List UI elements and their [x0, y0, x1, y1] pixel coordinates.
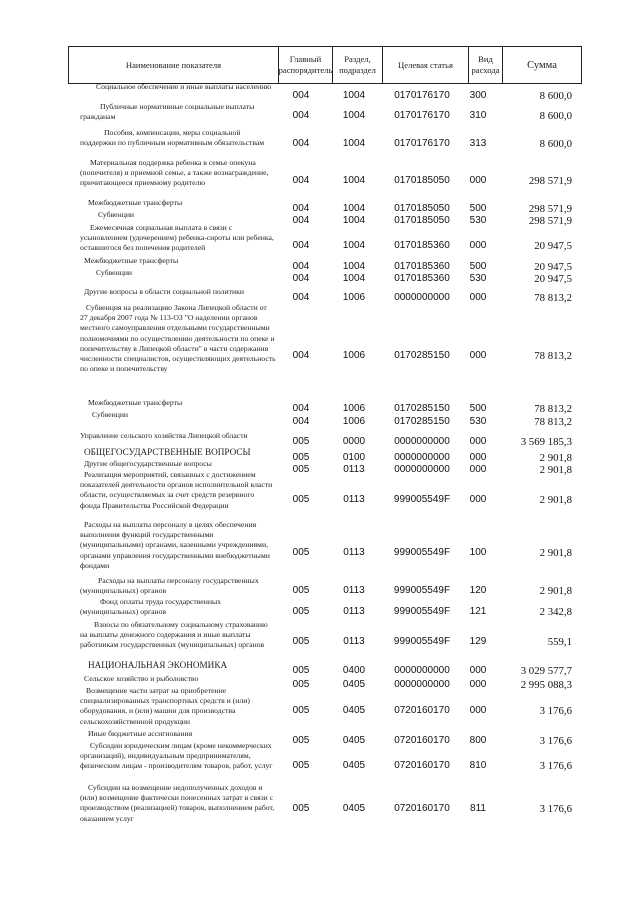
row-target: 0720160170 [394, 803, 450, 814]
row-sum: 3 569 185,3 [520, 436, 572, 448]
row-sum: 3 176,6 [539, 803, 572, 815]
row-admin: 005 [292, 464, 310, 475]
row-admin: 005 [292, 679, 310, 690]
row-kind: 500 [469, 403, 487, 414]
row-name: Материальная поддержка ребенка в семье опекуна (попечителя) и приемной семье, а также вознаграждение, причитающееся приемному родителю [80, 158, 269, 188]
row-sum: 8 600,0 [539, 90, 572, 102]
row-name: Социальное обеспечение и иные выплаты населению [96, 82, 272, 91]
row-name: Межбюджетные трансферты [84, 256, 179, 265]
row-kind: 000 [469, 350, 487, 361]
header-target: Целевая статья [382, 47, 468, 83]
row-admin: 004 [292, 90, 310, 101]
row-section: 0405 [342, 735, 366, 746]
row-sum: 8 600,0 [539, 110, 572, 122]
row-name: Ежемесячная социальная выплата в связи с усыновлением (удочерением) ребенка-сироты или ребенка, оставшегося без попечения родителей [80, 223, 274, 253]
row-name: Субсидии на возмещение недополученных доходов и (или) возмещение фактически понесенных затрат в связи с производством (реализацией) товаров, выполнением работ, оказанием услуг [80, 783, 275, 823]
row-target: 0170176170 [394, 110, 450, 121]
row-section: 0405 [342, 760, 366, 771]
row-section: 1004 [342, 175, 366, 186]
header-kind: Вид расхода [468, 47, 502, 83]
row-sum: 20 947,5 [534, 273, 572, 285]
row-sum: 2 901,8 [539, 494, 572, 506]
row-sum: 8 600,0 [539, 138, 572, 150]
row-admin: 004 [292, 416, 310, 427]
row-name: Реализация мероприятий, связанных с достижением показателей деятельности органов исполнительной власти области, осуществляемых за счет средств резервного фонда Правительства Российской Федерации [80, 470, 273, 510]
row-target: 0170185050 [394, 175, 450, 186]
header-admin: Главный распорядитель [278, 47, 332, 83]
row-name: Другие вопросы в области социальной политики [84, 287, 244, 296]
row-name: Расходы на выплаты персоналу государственных (муниципальных) органов [80, 576, 259, 596]
header-sum: Сумма [502, 47, 581, 83]
row-name: Управление сельского хозяйства Липецкой области [80, 431, 248, 440]
row-section: 1004 [342, 203, 366, 214]
row-section: 0400 [342, 665, 366, 676]
row-admin: 004 [292, 138, 310, 149]
row-target: 0720160170 [394, 760, 450, 771]
row-admin: 005 [292, 705, 310, 716]
row-admin: 004 [292, 215, 310, 226]
row-target: 0000000000 [394, 292, 450, 303]
row-admin: 005 [292, 803, 310, 814]
row-admin: 005 [292, 585, 310, 596]
row-kind: 000 [469, 436, 487, 447]
row-name: Субвенция на реализацию Закона Липецкой области от 27 декабря 2007 года № 113-ОЗ "О наделении органов местного самоуправления отдельными государственными полномочиями по осуществлению деятельности по опеке и попечительству в Липецкой области" в части содержания численности специалистов, осуществляющих деятельность по опеке и попечительству [80, 303, 276, 374]
row-sum: 78 813,2 [534, 350, 572, 362]
row-target: 0170185050 [394, 215, 450, 226]
row-section: 1004 [342, 110, 366, 121]
row-name: НАЦИОНАЛЬНАЯ ЭКОНОМИКА [88, 660, 228, 670]
row-section: 1004 [342, 273, 366, 284]
row-section: 0100 [342, 452, 366, 463]
row-name: Публичные нормативные социальные выплаты гражданам [80, 102, 255, 122]
row-kind: 500 [469, 203, 487, 214]
row-kind: 129 [469, 636, 487, 647]
row-name: ОБЩЕГОСУДАРСТВЕННЫЕ ВОПРОСЫ [84, 447, 251, 457]
row-target: 0000000000 [394, 452, 450, 463]
row-kind: 000 [469, 464, 487, 475]
row-admin: 005 [292, 760, 310, 771]
row-admin: 004 [292, 292, 310, 303]
row-kind: 530 [469, 273, 487, 284]
row-name: Межбюджетные трансферты [88, 398, 183, 407]
row-kind: 530 [469, 215, 487, 226]
row-section: 0113 [343, 585, 365, 596]
row-sum: 78 813,2 [534, 292, 572, 304]
row-admin: 004 [292, 175, 310, 186]
header-name: Наименование показателя [125, 59, 222, 70]
row-name: Субвенции [98, 210, 135, 219]
row-kind: 000 [469, 665, 487, 676]
row-target: 0170176170 [394, 138, 450, 149]
row-sum: 2 901,8 [539, 547, 572, 559]
row-target: 0170176170 [394, 90, 450, 101]
row-kind: 121 [469, 606, 487, 617]
row-target: 999005549F [393, 636, 451, 647]
row-name: Другие общегосударственные вопросы [84, 459, 212, 468]
row-name: Фонд оплаты труда государственных (муниципальных) органов [80, 597, 221, 617]
row-admin: 005 [292, 735, 310, 746]
row-sum: 559,1 [547, 636, 572, 648]
row-section: 0113 [343, 494, 365, 505]
row-sum: 3 029 577,7 [520, 665, 572, 677]
row-sum: 3 176,6 [539, 760, 572, 772]
row-admin: 005 [292, 547, 310, 558]
row-name: Межбюджетные трансферты [88, 198, 183, 207]
row-sum: 3 176,6 [539, 705, 572, 717]
row-sum: 298 571,9 [528, 215, 572, 227]
row-kind: 300 [469, 90, 487, 101]
row-kind: 000 [469, 494, 487, 505]
row-section: 1004 [342, 138, 366, 149]
row-admin: 004 [292, 403, 310, 414]
row-admin: 005 [292, 606, 310, 617]
row-target: 999005549F [393, 547, 451, 558]
row-sum: 2 901,8 [539, 464, 572, 476]
row-target: 0720160170 [394, 735, 450, 746]
row-kind: 000 [469, 705, 487, 716]
row-target: 0170285150 [394, 350, 450, 361]
row-target: 0170185360 [394, 273, 450, 284]
row-target: 0170185050 [394, 203, 450, 214]
row-section: 1004 [342, 215, 366, 226]
row-sum: 2 342,8 [539, 606, 572, 618]
row-admin: 005 [292, 494, 310, 505]
row-kind: 800 [469, 735, 487, 746]
row-section: 1004 [342, 261, 366, 272]
row-name: Субвенции [96, 268, 133, 277]
row-sum: 78 813,2 [534, 403, 572, 415]
row-name: Субсидии юридическим лицам (кроме некоммерческих организаций), индивидуальным предпринимателям, физическим лицам - производителям товаров, работ, услуг [80, 741, 273, 771]
row-sum: 3 176,6 [539, 735, 572, 747]
row-kind: 000 [469, 452, 487, 463]
row-kind: 810 [469, 760, 487, 771]
row-name: Расходы на выплаты персоналу в целях обеспечения выполнения функций государственными (муниципальными) органами, казенными учреждениями, органами управления государственными внебюджетными фондами [80, 520, 270, 570]
row-sum: 20 947,5 [534, 261, 572, 273]
row-section: 0405 [342, 803, 366, 814]
row-target: 0170285150 [394, 416, 450, 427]
row-sum: 298 571,9 [528, 175, 572, 187]
row-section: 1004 [342, 90, 366, 101]
row-sum: 78 813,2 [534, 416, 572, 428]
row-section: 0000 [342, 436, 366, 447]
row-admin: 005 [292, 452, 310, 463]
row-name: Пособия, компенсации, меры социальной поддержки по публичным нормативным обязательствам [80, 128, 265, 148]
row-name: Иные бюджетные ассигнования [88, 729, 193, 738]
row-sum: 298 571,9 [528, 203, 572, 215]
row-section: 0405 [342, 705, 366, 716]
row-kind: 500 [469, 261, 487, 272]
row-admin: 005 [292, 636, 310, 647]
row-admin: 004 [292, 203, 310, 214]
row-admin: 004 [292, 350, 310, 361]
row-name: Субвенции [92, 410, 129, 419]
row-name: Взносы по обязательному социальному страхованию на выплаты денежного содержания и иные выплаты работникам государственных (муниципальных) органов [80, 620, 268, 650]
row-section: 1004 [342, 240, 366, 251]
row-kind: 313 [469, 138, 487, 149]
row-section: 0405 [342, 679, 366, 690]
row-target: 0170185360 [394, 261, 450, 272]
row-kind: 000 [469, 679, 487, 690]
row-target: 0170285150 [394, 403, 450, 414]
row-sum: 2 995 088,3 [520, 679, 572, 691]
row-admin: 004 [292, 261, 310, 272]
row-admin: 004 [292, 110, 310, 121]
row-section: 1006 [342, 416, 366, 427]
row-target: 0170185360 [394, 240, 450, 251]
row-kind: 000 [469, 292, 487, 303]
row-kind: 100 [469, 547, 487, 558]
row-target: 0720160170 [394, 705, 450, 716]
row-section: 0113 [343, 636, 365, 647]
row-target: 999005549F [393, 606, 451, 617]
row-name: Возмещение части затрат на приобретение специализированных транспортных средств и (или) оборудования, и (или) машин для производства сельскохозяйственной продукции [80, 686, 250, 726]
header-section: Раздел, подраздел [332, 47, 382, 83]
row-kind: 310 [469, 110, 487, 121]
row-sum: 20 947,5 [534, 240, 572, 252]
row-section: 0113 [343, 464, 365, 475]
row-target: 0000000000 [394, 436, 450, 447]
table-header [68, 46, 582, 84]
row-section: 1006 [342, 403, 366, 414]
row-kind: 120 [469, 585, 487, 596]
row-target: 0000000000 [394, 464, 450, 475]
row-section: 1006 [342, 292, 366, 303]
row-kind: 811 [470, 803, 486, 814]
row-sum: 2 901,8 [539, 585, 572, 597]
row-target: 0000000000 [394, 679, 450, 690]
row-target: 999005549F [393, 585, 451, 596]
row-admin: 004 [292, 273, 310, 284]
row-section: 0113 [343, 606, 365, 617]
row-kind: 530 [469, 416, 487, 427]
row-admin: 005 [292, 436, 310, 447]
row-admin: 004 [292, 240, 310, 251]
row-sum: 2 901,8 [539, 452, 572, 464]
row-section: 1006 [342, 350, 366, 361]
row-target: 999005549F [393, 494, 451, 505]
row-kind: 000 [469, 240, 487, 251]
row-target: 0000000000 [394, 665, 450, 676]
row-kind: 000 [469, 175, 487, 186]
row-name: Сельское хозяйство и рыболовство [84, 674, 199, 683]
row-section: 0113 [343, 547, 365, 558]
row-admin: 005 [292, 665, 310, 676]
